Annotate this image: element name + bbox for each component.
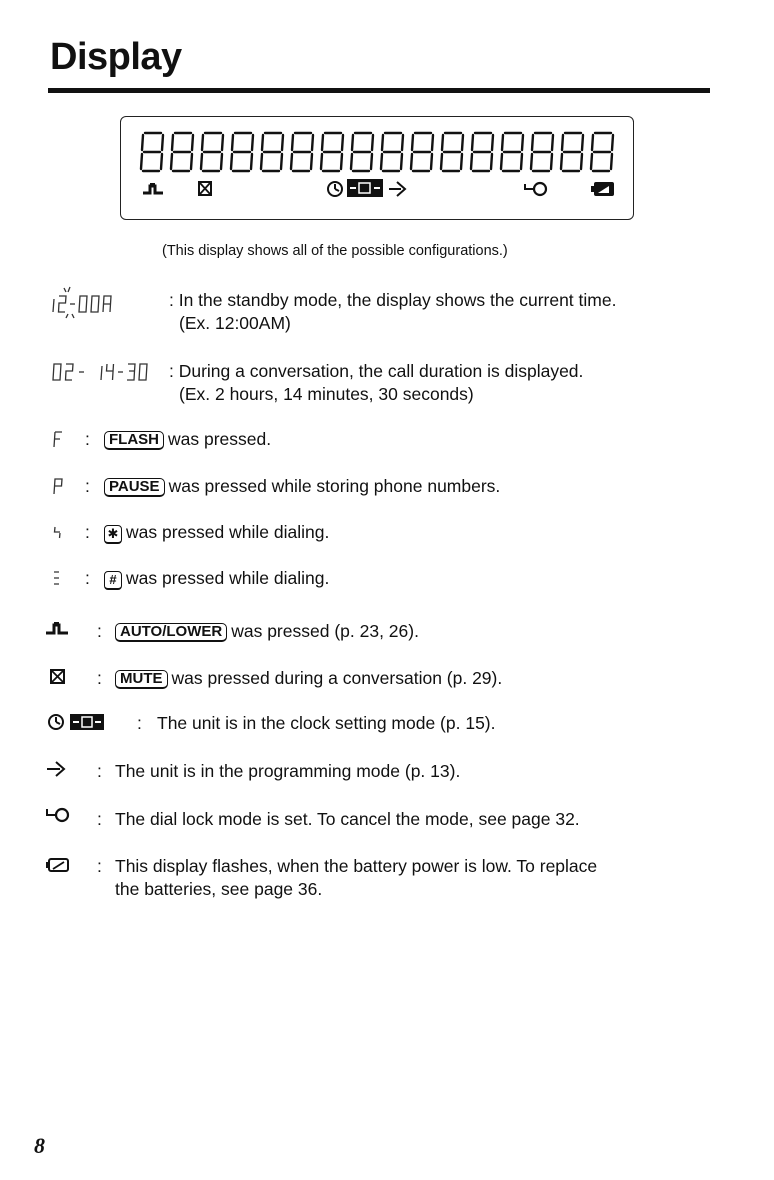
standby-desc-line2: (Ex. 12:00AM) [179,313,291,333]
lcd-segment [531,154,532,169]
lcd-digit [471,133,493,171]
lcd-segment [402,135,403,150]
lcd-segment [221,154,222,169]
auto-lower-row [115,620,419,642]
battery-colon: : [97,856,102,876]
conversation-desc-line2: (Ex. 2 hours, 14 minutes, 30 seconds) [179,384,474,404]
star-desc: was pressed while dialing. [126,522,330,542]
lcd-segment [171,154,172,169]
lcd-segment [591,154,592,169]
lcd-digit [561,133,583,171]
lcd-digit [351,133,373,171]
lcd-segment [502,135,503,150]
lcd-segment [281,154,282,169]
flash-segment-symbol [50,428,70,452]
call-duration-segments [50,360,180,388]
pause-key: PAUSE [104,478,165,497]
pause-row [104,475,500,497]
lcd-segment [501,154,502,169]
mute-row [115,667,502,689]
lcd-digit [291,133,313,171]
hash-key: # [104,571,122,590]
lcd-segment [492,135,493,150]
pause-colon: : [85,476,90,496]
svg-text:P: P [50,475,51,476]
mute-icon [50,669,66,685]
lcd-segment [381,154,382,169]
lcd-digit [501,133,523,171]
lcd-segment [222,135,223,150]
program-colon: : [97,761,102,781]
program-desc: The unit is in the programming mode (p. 13). [115,761,461,781]
lcd-segment [321,154,322,169]
lcd-segment [411,154,412,169]
lcd-segment [522,135,523,150]
lcd-segment [191,154,192,169]
lcd-digit [411,133,433,171]
lcd-segment [202,135,203,150]
lcd-digit [261,133,283,171]
lcd-segment [521,154,522,169]
battery-icon [591,182,614,196]
lcd-segment [231,154,232,169]
lcd-segment [592,135,593,150]
lcd-segment [261,154,262,169]
lcd-segment [262,135,263,150]
clock-desc: The unit is in the clock setting mode (p. 15). [157,713,496,733]
lcd-segments [121,117,635,221]
lcd-segment [581,154,582,169]
battery-desc-line2: the batteries, see page 36. [115,879,323,899]
lcd-segment [291,154,292,169]
program-arrow-icon [47,760,69,778]
conversation-segment-text: 02- 14-30 [50,360,55,361]
standby-time-segments [50,286,134,326]
lcd-digit [441,133,463,171]
dial-lock-desc: The dial lock mode is set. To cancel the mode, see page 32. [115,809,580,829]
auto-lower-colon: : [97,621,102,641]
auto-lower-desc: was pressed (p. 23, 26). [231,621,419,641]
hash-colon: : [85,568,90,588]
lcd-digit [321,133,343,171]
lcd-segment [472,135,473,150]
lcd-segment [252,135,253,150]
lcd-digit [171,133,193,171]
standby-desc-line1: : In the standby mode, the display shows the current time. [169,290,617,310]
svg-text:*: * [50,521,51,522]
lcd-segment [142,135,143,150]
title-rule [48,88,710,93]
lcd-segment [612,135,613,150]
display-caption: (This display shows all of the possible configurations.) [162,243,508,259]
flash-row [104,428,271,450]
lcd-segment [491,154,492,169]
lcd-segment [162,135,163,150]
clock-set-icon [347,179,383,197]
lcd-segment [532,135,533,150]
lcd-display-illustration [120,116,634,220]
battery-icon [46,857,70,873]
svg-text:F: F [50,428,51,429]
mute-key: MUTE [115,670,168,689]
svg-text:#: # [50,567,51,568]
lcd-segment [311,154,312,169]
clock-set-icon [70,714,104,730]
lcd-segment [352,135,353,150]
lcd-segment [341,154,342,169]
lcd-segment [371,154,372,169]
lcd-segment [432,135,433,150]
lcd-digit [531,133,553,171]
lcd-segment [462,135,463,150]
battery-desc-line1: This display flashes, when the battery power is low. To replace [115,856,598,876]
lcd-segment [342,135,343,150]
dial-lock-colon: : [97,809,102,829]
lcd-segment [351,154,352,169]
lcd-segment [552,135,553,150]
flash-desc: was pressed. [168,429,272,449]
lcd-segment [471,154,472,169]
lcd-segment [582,135,583,150]
mute-icon [199,182,211,195]
flash-key: FLASH [104,431,164,450]
lcd-segment [161,154,162,169]
auto-lower-key: AUTO/LOWER [115,623,227,642]
lcd-segment [382,135,383,150]
lcd-segment [292,135,293,150]
lcd-segment [141,154,142,169]
lcd-segment [442,135,443,150]
lcd-segment [562,135,563,150]
lcd-segment [551,154,552,169]
lcd-digit [201,133,223,171]
page-title: Display [50,36,182,78]
handset-icon [143,183,163,193]
lcd-segment [431,154,432,169]
pause-segment-symbol [50,475,70,499]
star-row [104,521,329,544]
lcd-segment [322,135,323,150]
conversation-desc-line1: : During a conversation, the call duration is displayed. [169,361,584,381]
lcd-segment [372,135,373,150]
lcd-segment [251,154,252,169]
lcd-segment [201,154,202,169]
hash-desc: was pressed while dialing. [126,568,330,588]
mute-desc: was pressed during a conversation (p. 29). [171,668,503,688]
mute-colon: : [97,668,102,688]
lcd-digit [381,133,403,171]
flash-colon: : [85,429,90,449]
lcd-segment [401,154,402,169]
lcd-segment [611,154,612,169]
handset-icon [46,621,70,637]
lcd-segment [172,135,173,150]
lcd-segment [232,135,233,150]
program-arrow-icon [389,182,405,196]
dial-lock-icon [525,183,546,195]
clock-icon [49,715,63,729]
hash-segment-symbol [50,567,70,591]
star-colon: : [85,522,90,542]
lcd-segment [561,154,562,169]
clock-icon [328,182,342,196]
page-number: 8 [34,1133,45,1158]
lcd-digit [231,133,253,171]
dial-lock-icon [46,806,72,824]
lcd-segment [192,135,193,150]
pause-desc: was pressed while storing phone numbers. [168,476,501,496]
lcd-segment [461,154,462,169]
lcd-digit [141,133,163,171]
lcd-segment [312,135,313,150]
standby-segment-text: 12-00A [50,286,54,287]
clock-setting-icons [47,712,127,732]
lcd-segment [412,135,413,150]
star-segment-symbol [50,521,70,545]
clock-colon: : [137,713,142,733]
hash-row [104,567,329,590]
star-key: ✱ [104,525,122,544]
lcd-segment [282,135,283,150]
lcd-segment [441,154,442,169]
lcd-digit [591,133,613,171]
